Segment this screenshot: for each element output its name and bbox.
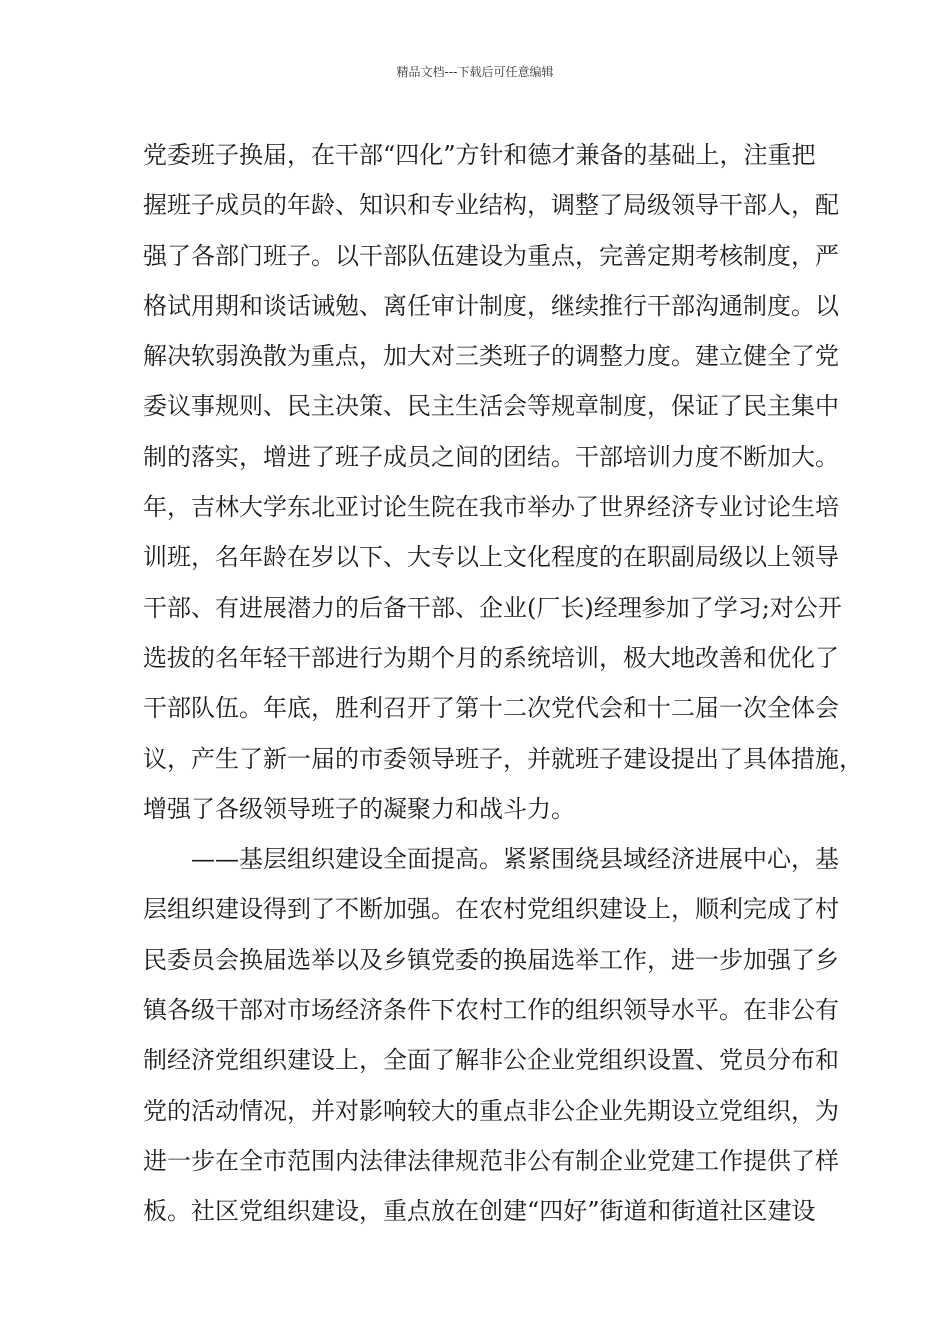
text-line: 干部、有进展潜力的后备干部、企业(厂长)经理参加了学习;对公开	[143, 593, 842, 622]
text-line: 干部队伍。年底，胜利召开了第十二次党代会和十二届一次全体会	[143, 694, 839, 723]
page-header: 精品文档---下载后可任意编辑	[396, 65, 554, 79]
text-line: 委议事规则、民主决策、民主生活会等规章制度，保证了民主集中	[143, 392, 839, 421]
text-line: 格试用期和谈话诫勉、离任审计制度，继续推行干部沟通制度。以	[143, 291, 839, 320]
text-line: 解决软弱涣散为重点，加大对三类班子的调整力度。建立健全了党	[143, 342, 839, 371]
text-line: 党的活动情况，并对影响较大的重点非公企业先期设立党组织，为	[143, 1096, 839, 1125]
text-line: 制经济党组织建设上，全面了解非公企业党组织设置、党员分布和	[143, 1046, 839, 1075]
paragraph-2	[143, 834, 839, 1236]
text-line: 制的落实，增进了班子成员之间的团结。干部培训力度不断加大。	[143, 442, 839, 471]
text-line: 层组织建设得到了不断加强。在农村党组织建设上，顺利完成了村	[143, 895, 839, 924]
text-line: 党委班子换届，在干部“四化”方针和德才兼备的基础上，注重把	[143, 141, 816, 169]
text-line: 训班，名年龄在岁以下、大专以上文化程度的在职副局级以上领导	[143, 543, 839, 572]
paragraph-1	[143, 130, 863, 834]
document-body	[143, 130, 863, 1237]
text-line: 民委员会换届选举以及乡镇党委的换届选举工作，进一步加强了乡	[143, 945, 839, 974]
text-line: 强了各部门班子。以干部队伍建设为重点，完善定期考核制度，严	[143, 241, 839, 270]
text-line: 年，吉林大学东北亚讨论生院在我市举办了世界经济专业讨论生培	[143, 493, 839, 522]
text-line: 镇各级干部对市场经济条件下农村工作的组织领导水平。在非公有	[143, 996, 839, 1025]
text-line: 增强了各级领导班子的凝聚力和战斗力。	[143, 794, 575, 823]
text-line: 议，产生了新一届的市委领导班子，并就班子建设提出了具体措施，	[143, 744, 863, 773]
text-line: 板。社区党组织建设，重点放在创建“四好”街道和街道社区建设	[143, 1197, 816, 1226]
text-line: ——基层组织建设全面提高。紧紧围绕县域经济进展中心，基	[191, 845, 839, 874]
text-line: 握班子成员的年龄、知识和专业结构，调整了局级领导干部人，配	[143, 191, 839, 220]
text-line: 进一步在全市范围内法律法律规范非公有制企业党建工作提供了样	[143, 1146, 839, 1175]
text-line: 选拔的名年轻干部进行为期个月的系统培训，极大地改善和优化了	[143, 643, 839, 672]
